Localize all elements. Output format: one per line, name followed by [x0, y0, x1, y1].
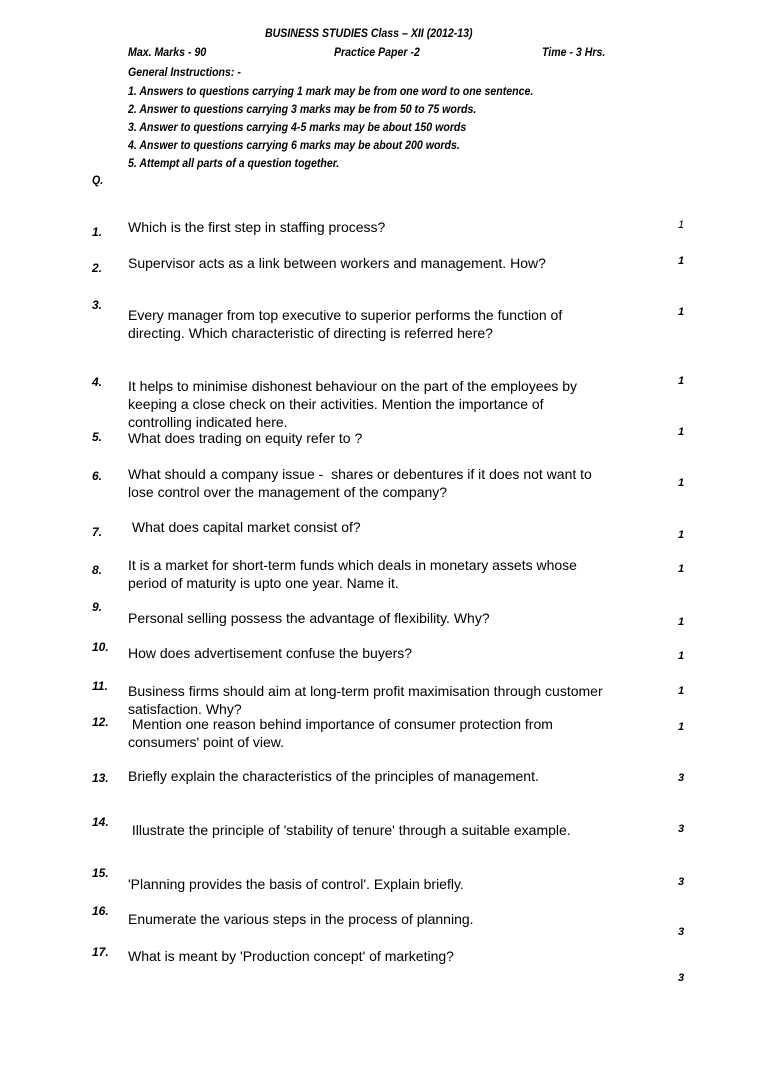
- question-text: period of maturity is upto one year. Name it.: [128, 575, 399, 591]
- question-marks: 1: [678, 375, 685, 387]
- paper-number: Practice Paper -2: [334, 47, 420, 59]
- question-marks: 3: [678, 926, 685, 938]
- question-marks: 3: [678, 772, 685, 784]
- question-number: 13.: [92, 771, 109, 785]
- question-text: What is meant by 'Production concept' of marketing?: [128, 948, 454, 964]
- instruction-item: 2. Answer to questions carrying 3 marks may be from 50 to 75 words.: [128, 104, 477, 116]
- question-text: controlling indicated here.: [128, 414, 288, 430]
- question-text: Briefly explain the characteristics of the principles of management.: [128, 768, 539, 784]
- question-marks: 1: [678, 426, 685, 438]
- question-number: 6.: [92, 469, 103, 483]
- question-number: 14.: [92, 815, 109, 829]
- question-text: 'Planning provides the basis of control'. Explain briefly.: [128, 876, 464, 892]
- question-marks: 1: [678, 563, 685, 575]
- question-text: directing. Which characteristic of directing is referred here?: [128, 325, 493, 341]
- question-text: keeping a close check on their activities. Mention the importance of: [128, 396, 544, 412]
- question-number: 7.: [92, 525, 103, 539]
- question-marks: 1: [678, 477, 685, 489]
- instruction-item: 5. Attempt all parts of a question together.: [128, 158, 340, 170]
- question-number: 8.: [92, 563, 103, 577]
- question-number: 3.: [92, 298, 103, 312]
- question-text: How does advertisement confuse the buyers?: [128, 645, 413, 661]
- question-number: 11.: [92, 679, 108, 693]
- question-number: 5.: [92, 430, 103, 444]
- question-marks: 3: [678, 876, 685, 888]
- question-marks: 3: [678, 972, 685, 984]
- question-marks: 1: [678, 685, 685, 697]
- question-text: It is a market for short-term funds which deals in monetary assets whose: [128, 557, 577, 573]
- question-text: Which is the first step in staffing process?: [128, 219, 386, 235]
- question-text: Illustrate the principle of 'stability of tenure' through a suitable example.: [128, 822, 571, 838]
- question-number: 1.: [92, 225, 103, 239]
- question-text: lose control over the management of the company?: [128, 484, 448, 500]
- question-text: Every manager from top executive to superior performs the function of: [128, 307, 563, 323]
- question-text: Supervisor acts as a link between workers and management. How?: [128, 255, 546, 271]
- question-marks: 1: [678, 721, 685, 733]
- question-text: satisfaction. Why?: [128, 701, 242, 717]
- question-text: Mention one reason behind importance of consumer protection from: [128, 716, 553, 732]
- question-marks: 1: [678, 650, 685, 662]
- instructions-heading: General Instructions: -: [128, 67, 241, 79]
- question-number: 16.: [92, 904, 109, 918]
- question-text: It helps to minimise dishonest behaviour on the part of the employees by: [128, 378, 578, 394]
- paper-title: BUSINESS STUDIES Class – XII (2012-13): [265, 28, 473, 40]
- question-number: 15.: [92, 866, 109, 880]
- instruction-item: 1. Answers to questions carrying 1 mark may be from one word to one sentence.: [128, 86, 534, 98]
- time-allowed: Time - 3 Hrs.: [542, 47, 606, 59]
- question-text: What does capital market consist of?: [128, 519, 361, 535]
- question-number: 4.: [92, 375, 103, 389]
- question-marks: 1: [678, 306, 685, 318]
- question-text: Business firms should aim at long-term profit maximisation through customer: [128, 683, 603, 699]
- question-marks: 1: [678, 616, 685, 628]
- question-marks: 1: [678, 219, 685, 231]
- max-marks: Max. Marks - 90: [128, 47, 207, 59]
- question-marks: 3: [678, 823, 685, 835]
- instruction-item: 4. Answer to questions carrying 6 marks may be about 200 words.: [128, 140, 460, 152]
- question-text: What should a company issue - shares or debentures if it does not want to: [128, 466, 592, 482]
- question-number: 9.: [92, 600, 103, 614]
- question-text: Enumerate the various steps in the process of planning.: [128, 911, 474, 927]
- question-number: 12.: [92, 715, 109, 729]
- question-marks: 1: [678, 255, 685, 267]
- question-number: 17.: [92, 945, 109, 959]
- instruction-item: 3. Answer to questions carrying 4-5 marks may be about 150 words: [128, 122, 467, 134]
- question-text: Personal selling possess the advantage of flexibility. Why?: [128, 610, 490, 626]
- question-number: 10.: [92, 640, 109, 654]
- question-number: 2.: [92, 261, 103, 275]
- question-marks: 1: [678, 529, 685, 541]
- question-text: What does trading on equity refer to ?: [128, 430, 363, 446]
- question-column-label: Q.: [92, 175, 104, 187]
- question-text: consumers' point of view.: [128, 734, 284, 750]
